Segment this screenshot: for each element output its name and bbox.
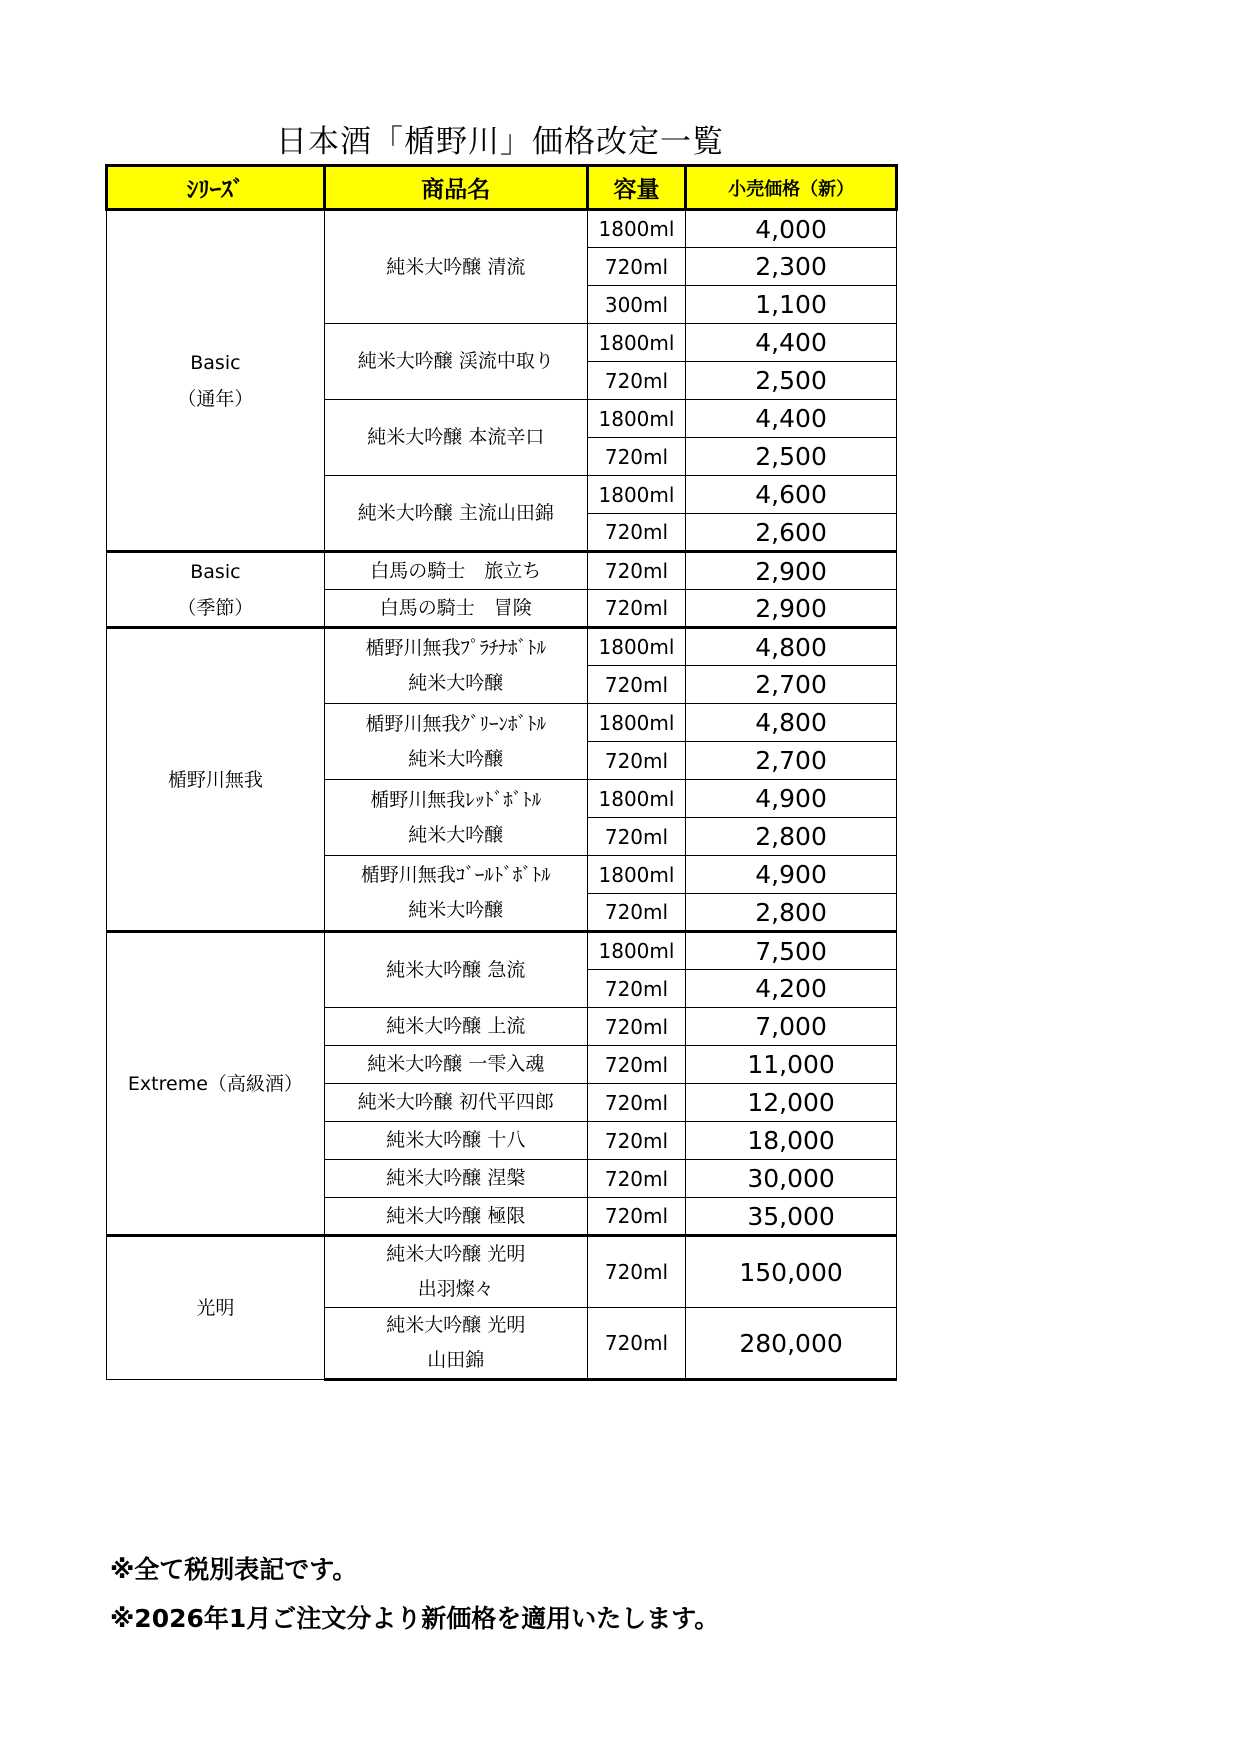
volume-cell: 720ml: [587, 1084, 685, 1122]
product-name-cell: [324, 324, 587, 400]
product-name-cell-line: 純米大吟醸 極限: [386, 1204, 526, 1227]
product-name-cell: [324, 1008, 587, 1046]
price-cell: 1,100: [686, 286, 897, 324]
price-cell: 30,000: [686, 1160, 897, 1198]
volume-cell: 720ml: [587, 894, 685, 932]
price-cell: 12,000: [686, 1084, 897, 1122]
product-name-cell: [324, 1160, 587, 1198]
product-name-cell: [324, 1198, 587, 1236]
product-name-cell-line: 楯野川無我ﾌﾟﾗﾁﾅﾎﾞﾄﾙ: [365, 637, 547, 659]
product-name-cell: [324, 856, 587, 932]
table-row: [107, 628, 897, 666]
volume-cell: 720ml: [587, 590, 685, 628]
product-name-cell: [324, 1236, 587, 1308]
price-cell: 11,000: [686, 1046, 897, 1084]
page-title: 日本酒「楯野川」価格改定一覧: [276, 124, 724, 160]
product-name-cell-line: 純米大吟醸 一雫入魂: [367, 1053, 545, 1075]
price-cell: 7,500: [686, 932, 897, 970]
volume-cell: 720ml: [587, 1308, 685, 1380]
product-name-cell-line: 純米大吟醸 主流山田錦: [357, 501, 554, 524]
note-effective-date: ※2026年1月ご注文分より新価格を適用いたします。: [110, 1604, 720, 1633]
table-row: [107, 552, 897, 590]
price-cell: 4,400: [686, 324, 897, 362]
series-cell-line: 光明: [196, 1297, 235, 1319]
notes: [110, 1545, 719, 1643]
header-volume: 容量: [587, 166, 685, 210]
product-name-cell-line: 純米大吟醸 上流: [386, 1015, 526, 1037]
volume-cell: 720ml: [587, 1046, 685, 1084]
price-cell: 2,800: [686, 894, 897, 932]
volume-cell: 1800ml: [587, 780, 685, 818]
product-name-cell: [324, 932, 587, 1008]
price-cell: 4,900: [686, 856, 897, 894]
product-name-cell: [324, 1046, 587, 1084]
product-name-cell-line: 純米大吟醸 清流: [386, 255, 526, 278]
product-name-cell: [324, 1122, 587, 1160]
product-name-cell-line: 白馬の騎士 旅立ち: [370, 559, 542, 582]
price-table-body: [107, 210, 897, 1380]
product-name-cell: [324, 1084, 587, 1122]
series-cell: [107, 932, 325, 1236]
price-cell: 4,600: [686, 476, 897, 514]
product-name-cell-line: 山田錦: [427, 1349, 485, 1371]
volume-cell: 300ml: [587, 286, 685, 324]
product-name-cell-line: 楯野川無我ｸﾞﾘｰﾝﾎﾞﾄﾙ: [365, 712, 547, 735]
price-cell: 2,900: [686, 552, 897, 590]
volume-cell: 720ml: [587, 438, 685, 476]
price-cell: 4,800: [686, 704, 897, 742]
product-name-cell-line: 純米大吟醸: [408, 747, 504, 770]
price-cell: 2,500: [686, 362, 897, 400]
product-name-cell: [324, 400, 587, 476]
series-cell-line: Basic: [190, 351, 241, 374]
table-row: [107, 1236, 897, 1308]
price-cell: 2,700: [686, 742, 897, 780]
product-name-cell: [324, 476, 587, 552]
product-name-cell-line: 楯野川無我ﾚｯﾄﾞﾎﾞﾄﾙ: [370, 788, 542, 811]
product-name-cell: [324, 552, 587, 590]
product-name-cell: [324, 210, 587, 324]
series-cell: [107, 628, 325, 932]
price-cell: 150,000: [686, 1236, 897, 1308]
price-cell: 35,000: [686, 1198, 897, 1236]
product-name-cell-line: 純米大吟醸: [408, 899, 504, 921]
product-name-cell-line: 純米大吟醸 渓流中取り: [357, 350, 554, 372]
volume-cell: 1800ml: [587, 400, 685, 438]
series-cell-line: （季節）: [177, 596, 254, 619]
product-name-cell-line: 純米大吟醸 十八: [386, 1129, 526, 1151]
table-row: [107, 932, 897, 970]
product-name-cell-line: 純米大吟醸: [408, 672, 504, 694]
price-cell: 4,900: [686, 780, 897, 818]
product-name-cell: [324, 1308, 587, 1380]
series-cell: [107, 210, 325, 552]
series-cell: [107, 1236, 325, 1380]
price-cell: 4,400: [686, 400, 897, 438]
volume-cell: 720ml: [587, 818, 685, 856]
note-tax: ※全て税別表記です。: [110, 1555, 358, 1584]
volume-cell: 1800ml: [587, 324, 685, 362]
series-cell-line: （通年）: [177, 387, 254, 410]
product-name-cell-line: 出羽燦々: [417, 1278, 494, 1300]
volume-cell: 720ml: [587, 1236, 685, 1308]
price-cell: 7,000: [686, 1008, 897, 1046]
table-row: [107, 210, 897, 248]
product-name-cell-line: 純米大吟醸 光明: [386, 1243, 526, 1265]
product-name-cell-line: 純米大吟醸 初代平四郎: [357, 1091, 554, 1113]
product-name-cell: [324, 628, 587, 704]
price-cell: 4,200: [686, 970, 897, 1008]
product-name-cell-line: 楯野川無我ｺﾞｰﾙﾄﾞﾎﾞﾄﾙ: [360, 864, 551, 886]
volume-cell: 720ml: [587, 362, 685, 400]
price-cell: 2,600: [686, 514, 897, 552]
product-name-cell-line: 純米大吟醸 急流: [386, 958, 526, 981]
volume-cell: 720ml: [587, 248, 685, 286]
price-cell: 2,700: [686, 666, 897, 704]
volume-cell: 720ml: [587, 742, 685, 780]
header-price: 小売価格（新）: [686, 166, 897, 210]
price-cell: 4,800: [686, 628, 897, 666]
volume-cell: 1800ml: [587, 628, 685, 666]
volume-cell: 720ml: [587, 1198, 685, 1236]
volume-cell: 720ml: [587, 1008, 685, 1046]
product-name-cell: [324, 704, 587, 780]
volume-cell: 720ml: [587, 514, 685, 552]
series-cell: [107, 552, 325, 628]
price-cell: 2,300: [686, 248, 897, 286]
price-cell: 18,000: [686, 1122, 897, 1160]
volume-cell: 1800ml: [587, 476, 685, 514]
volume-cell: 720ml: [587, 1122, 685, 1160]
volume-cell: 720ml: [587, 1160, 685, 1198]
series-cell-line: 楯野川無我: [167, 768, 263, 791]
price-cell: 2,500: [686, 438, 897, 476]
product-name-cell-line: 白馬の騎士 冒険: [379, 596, 532, 619]
product-name-cell-line: 純米大吟醸 光明: [386, 1314, 526, 1336]
product-name-cell-line: 純米大吟醸 本流辛口: [367, 426, 545, 448]
header-series: ｼﾘｰｽﾞ: [107, 166, 325, 210]
product-name-cell-line: 純米大吟醸 涅槃: [386, 1167, 526, 1189]
price-table: [105, 164, 898, 1381]
volume-cell: 720ml: [587, 970, 685, 1008]
price-cell: 2,800: [686, 818, 897, 856]
price-cell: 280,000: [686, 1308, 897, 1380]
volume-cell: 720ml: [587, 552, 685, 590]
series-cell-line: Basic: [190, 560, 241, 583]
volume-cell: 1800ml: [587, 704, 685, 742]
volume-cell: 1800ml: [587, 210, 685, 248]
price-cell: 2,900: [686, 590, 897, 628]
volume-cell: 720ml: [587, 666, 685, 704]
product-name-cell: [324, 590, 587, 628]
header-product: 商品名: [324, 166, 587, 210]
price-cell: 4,000: [686, 210, 897, 248]
series-cell-line: Extreme（高級酒）: [127, 1072, 303, 1095]
volume-cell: 1800ml: [587, 856, 685, 894]
product-name-cell-line: 純米大吟醸: [408, 823, 504, 846]
volume-cell: 1800ml: [587, 932, 685, 970]
product-name-cell: [324, 780, 587, 856]
